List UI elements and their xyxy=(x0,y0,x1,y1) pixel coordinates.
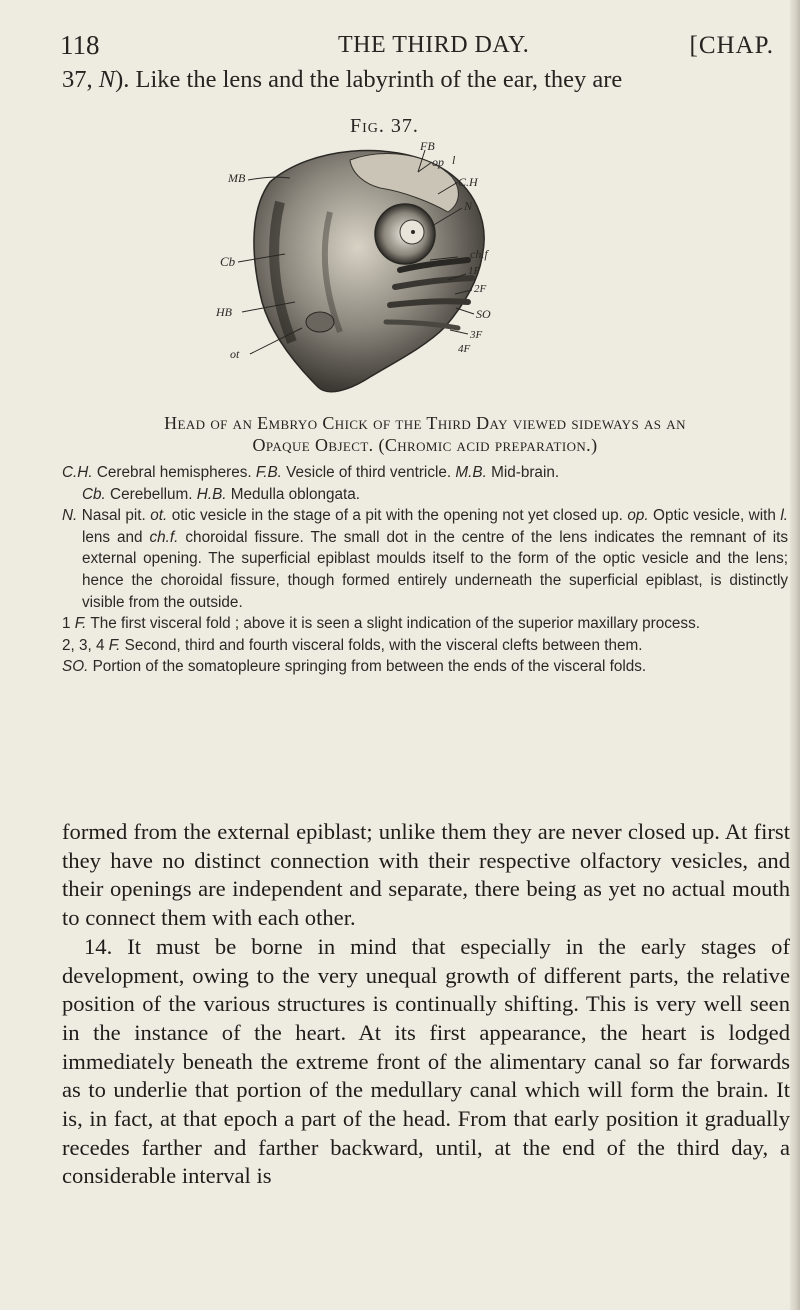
legend-entry: C.H. Cerebral hemispheres. F.B. Vesicle of third ventricle. M.B. Mid-brain. xyxy=(62,464,560,481)
label-l: l xyxy=(452,153,456,167)
otic-vesicle-shape xyxy=(306,312,334,332)
label-fb: FB xyxy=(420,142,435,153)
running-title: THE THIRD DAY. xyxy=(338,32,530,58)
label-4f: 4F xyxy=(458,343,471,355)
body-paragraph-1: formed from the external epiblast; unlike them they are never closed up. At first they have no distinct connection with their respective olfactory vesicles, and their openings are independent and separate, there being as yet no actual mouth to connect them with each other. xyxy=(62,819,790,931)
ref-italic: N xyxy=(98,66,116,93)
embryo-head-illustration xyxy=(200,142,600,402)
body-text xyxy=(62,818,790,1191)
label-chf: ch.f xyxy=(470,247,488,261)
label-n: N xyxy=(464,199,473,213)
label-ch: C.H xyxy=(458,175,478,189)
figure-embryo-head xyxy=(200,142,600,402)
figure-caption xyxy=(62,412,788,456)
figure-legend xyxy=(62,462,788,678)
lens-dot xyxy=(411,230,415,234)
chapter-marker: [CHAP. xyxy=(689,32,774,59)
legend-entry: SO. Portion of the somatopleure springing from between the ends of the visceral folds. xyxy=(62,658,647,676)
label-3f: 3F xyxy=(470,329,483,341)
continuation-line xyxy=(62,66,790,94)
legend-entry: 1 F. The first visceral fold ; above it is seen a slight indication of the superior maxillary process. xyxy=(62,615,700,633)
label-cb: Cb xyxy=(220,254,236,269)
ref-suffix: ). xyxy=(115,66,130,93)
label-op: op xyxy=(432,155,444,169)
caption-line-2: Opaque Object. (Chromic acid preparation.) xyxy=(252,435,598,455)
label-hb: HB xyxy=(216,305,232,319)
page-edge-shadow xyxy=(790,0,800,1310)
ref-prefix: 37, xyxy=(62,66,99,93)
label-1f: 1F xyxy=(468,265,481,277)
caption-line-1: Head of an Embryo Chick of the Third Day viewed sideways as an xyxy=(164,413,686,433)
label-2f: 2F xyxy=(474,283,487,295)
continuation-text: Like the lens and the labyrinth of the ear, they are xyxy=(135,66,623,93)
label-ot: ot xyxy=(230,347,240,361)
running-head xyxy=(60,18,792,58)
figure-label: Fig. 37. xyxy=(350,115,419,137)
label-so: SO xyxy=(476,307,491,321)
legend-entry: 2, 3, 4 F. Second, third and fourth visceral folds, with the visceral clefts between them. xyxy=(62,636,643,654)
label-mb: MB xyxy=(228,171,246,185)
page-number: 118 xyxy=(60,30,100,60)
legend-entry: Cb. Cerebellum. H.B. Medulla oblongata. xyxy=(82,485,361,503)
body-paragraph-2: 14. It must be borne in mind that especially in the early stages of development, owing to the very unequal growth of different parts, the relative position of the various structures is continually shifting. This is very well seen in the instance of the heart. At its first appearance, the heart is lodged immediately beneath the extreme front of the alimentary canal so far forwards as to underlie that portion of the medullary canal which will form the brain. It is, in fact, at that epoch a part of the head. From that early position it gradually recedes farther and farther backward, until, at the end of the third day, a considerable interval is xyxy=(62,933,790,1189)
legend-entry: N. Nasal pit. ot. otic vesicle in the stage of a pit with the opening not yet closed up. op. Optic vesicle, with l. lens and ch.f. choroidal fissure. The small dot in the centre of the lens indicates the remnant of its external opening. The superficial epiblast moulds itself to the form of the optic vesicle and the lens; hence the choroidal fissure, though formed entirely underneath the superficial epiblast, is distinctly visible from the outside. xyxy=(62,507,789,611)
